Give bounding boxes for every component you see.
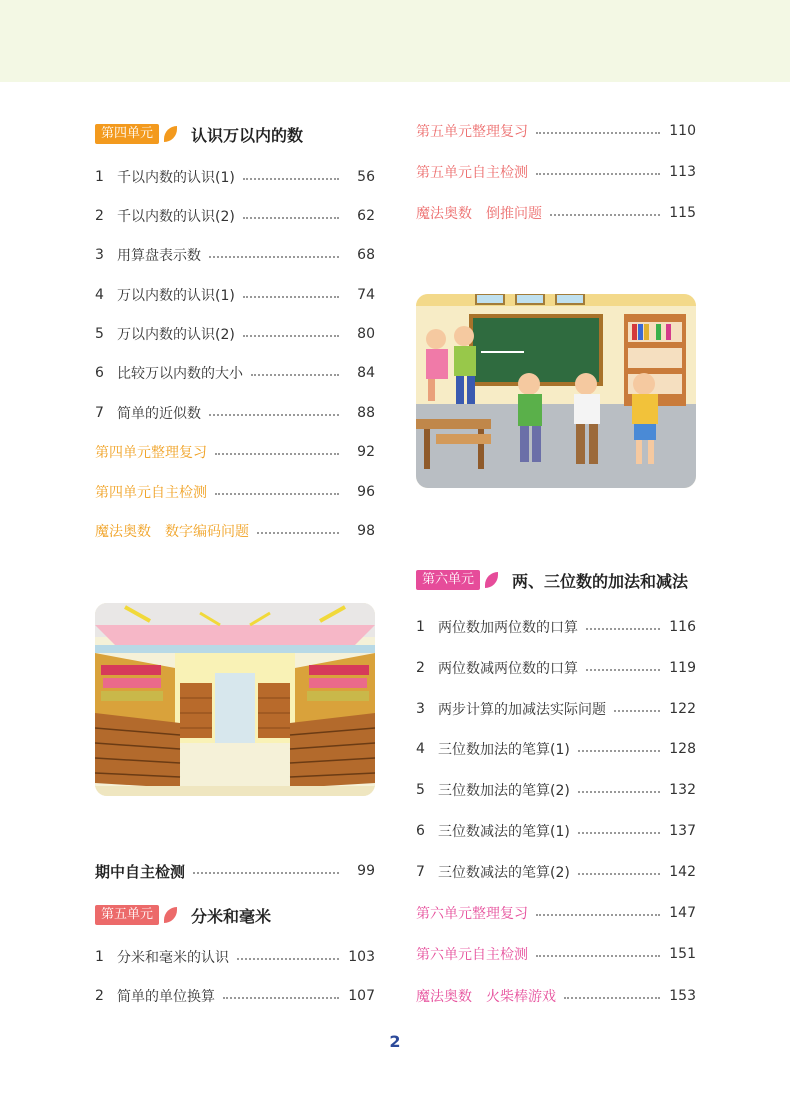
item-title: 三位数减法的笔算(2) bbox=[438, 865, 570, 881]
item-page: 137 bbox=[669, 823, 696, 839]
toc-row[interactable] bbox=[95, 363, 375, 383]
item-page: 68 bbox=[357, 247, 375, 263]
toc-left-column bbox=[95, 0, 375, 1099]
item-page: 96 bbox=[357, 484, 375, 500]
unit4-heading bbox=[95, 123, 303, 145]
item-title: 两位数减两位数的口算 bbox=[438, 661, 578, 677]
item-page: 142 bbox=[669, 864, 696, 880]
dot-leader bbox=[536, 132, 660, 134]
item-title: 第六单元自主检测 bbox=[416, 947, 528, 963]
item-title: 千以内数的认识(2) bbox=[117, 209, 235, 225]
unit6-title: 两、三位数的加法和减法 bbox=[512, 571, 689, 591]
dot-leader bbox=[251, 374, 339, 376]
item-number: 2 bbox=[95, 208, 104, 224]
dot-leader bbox=[614, 710, 660, 712]
item-page: 113 bbox=[669, 164, 696, 180]
item-title: 魔法奥数 倒推问题 bbox=[416, 206, 542, 222]
item-page: 80 bbox=[357, 326, 375, 342]
dot-leader bbox=[536, 914, 660, 916]
item-title: 三位数减法的笔算(1) bbox=[438, 824, 570, 840]
item-title: 魔法奥数 火柴棒游戏 bbox=[416, 989, 556, 1005]
toc-row-test[interactable] bbox=[416, 162, 696, 182]
dot-leader bbox=[243, 335, 339, 337]
item-page: 88 bbox=[357, 405, 375, 421]
toc-row-olympiad[interactable] bbox=[416, 203, 696, 223]
unit4-badge: 第四单元 bbox=[95, 124, 159, 144]
dot-leader bbox=[193, 872, 339, 874]
dot-leader bbox=[578, 832, 660, 834]
toc-row[interactable] bbox=[416, 739, 696, 759]
item-page: 98 bbox=[357, 523, 375, 539]
toc-row[interactable] bbox=[95, 285, 375, 305]
dot-leader bbox=[536, 955, 660, 957]
item-page: 119 bbox=[669, 660, 696, 676]
item-title: 期中自主检测 bbox=[95, 862, 186, 881]
item-page: 115 bbox=[669, 205, 696, 221]
toc-row-review[interactable] bbox=[95, 442, 375, 462]
item-page: 103 bbox=[348, 949, 375, 965]
item-title: 两位数加两位数的口算 bbox=[438, 620, 578, 636]
item-page: 56 bbox=[357, 169, 375, 185]
item-number: 3 bbox=[416, 701, 425, 717]
item-title: 万以内数的认识(2) bbox=[117, 327, 235, 343]
dot-leader bbox=[209, 414, 339, 416]
item-page: 62 bbox=[357, 208, 375, 224]
dot-leader bbox=[243, 296, 339, 298]
unit5-heading bbox=[95, 904, 271, 926]
item-title: 千以内数的认识(1) bbox=[117, 170, 235, 186]
item-number: 2 bbox=[416, 660, 425, 676]
dot-leader bbox=[578, 873, 660, 875]
item-title: 万以内数的认识(1) bbox=[117, 288, 235, 304]
item-page: 84 bbox=[357, 365, 375, 381]
dot-leader bbox=[243, 178, 339, 180]
item-page: 110 bbox=[669, 123, 696, 139]
dot-leader bbox=[578, 791, 660, 793]
dot-leader bbox=[223, 997, 339, 999]
unit5-title: 分米和毫米 bbox=[191, 906, 272, 926]
dot-leader bbox=[578, 750, 660, 752]
toc-row[interactable] bbox=[416, 862, 696, 882]
toc-right-column bbox=[416, 0, 696, 1099]
item-number: 1 bbox=[416, 619, 425, 635]
leaf-icon bbox=[164, 907, 177, 923]
item-number: 7 bbox=[416, 864, 425, 880]
item-number: 6 bbox=[95, 365, 104, 381]
item-title: 第四单元整理复习 bbox=[95, 445, 207, 461]
dot-leader bbox=[586, 669, 660, 671]
item-number: 6 bbox=[416, 823, 425, 839]
item-title: 第六单元整理复习 bbox=[416, 906, 528, 922]
unit6-badge: 第六单元 bbox=[416, 570, 480, 590]
item-page: 153 bbox=[669, 988, 696, 1004]
item-title: 三位数加法的笔算(2) bbox=[438, 783, 570, 799]
toc-row[interactable] bbox=[95, 167, 375, 187]
toc-row-review[interactable] bbox=[416, 121, 696, 141]
toc-row-test[interactable] bbox=[95, 482, 375, 502]
item-page: 128 bbox=[669, 741, 696, 757]
dot-leader bbox=[209, 256, 339, 258]
item-title: 第五单元自主检测 bbox=[416, 165, 528, 181]
toc-row[interactable] bbox=[95, 206, 375, 226]
toc-row[interactable] bbox=[95, 986, 375, 1006]
item-number: 1 bbox=[95, 949, 104, 965]
leaf-icon bbox=[485, 572, 498, 588]
item-page: 74 bbox=[357, 287, 375, 303]
page-number: 2 bbox=[389, 1032, 401, 1051]
dot-leader bbox=[215, 493, 339, 495]
toc-row[interactable] bbox=[416, 780, 696, 800]
item-number: 5 bbox=[95, 326, 104, 342]
dot-leader bbox=[586, 628, 660, 630]
dot-leader bbox=[536, 173, 660, 175]
item-page: 122 bbox=[669, 701, 696, 717]
toc-row[interactable] bbox=[95, 245, 375, 265]
item-title: 简单的近似数 bbox=[117, 406, 201, 422]
dot-leader bbox=[257, 532, 339, 534]
toc-row-olympiad[interactable] bbox=[95, 521, 375, 541]
unit4-title: 认识万以内的数 bbox=[191, 125, 304, 145]
item-page: 99 bbox=[357, 863, 375, 879]
item-title: 用算盘表示数 bbox=[117, 248, 201, 264]
item-number: 7 bbox=[95, 405, 104, 421]
toc-row-test[interactable] bbox=[416, 944, 696, 964]
toc-row[interactable] bbox=[95, 947, 375, 967]
dot-leader bbox=[215, 453, 339, 455]
dot-leader bbox=[243, 217, 339, 219]
item-title: 第五单元整理复习 bbox=[416, 124, 528, 140]
item-page: 116 bbox=[669, 619, 696, 635]
toc-row[interactable] bbox=[416, 699, 696, 719]
toc-row[interactable] bbox=[95, 324, 375, 344]
toc-row-olympiad[interactable] bbox=[416, 986, 696, 1006]
item-number: 4 bbox=[416, 741, 425, 757]
item-title: 第四单元自主检测 bbox=[95, 485, 207, 501]
item-number: 4 bbox=[95, 287, 104, 303]
item-title: 魔法奥数 数字编码问题 bbox=[95, 524, 249, 540]
item-title: 三位数加法的笔算(1) bbox=[438, 742, 570, 758]
item-title: 简单的单位换算 bbox=[117, 989, 215, 1005]
item-page: 151 bbox=[669, 946, 696, 962]
toc-row-review[interactable] bbox=[416, 903, 696, 923]
toc-row[interactable] bbox=[416, 658, 696, 678]
item-title: 两步计算的加减法实际问题 bbox=[438, 702, 606, 718]
item-number: 3 bbox=[95, 247, 104, 263]
item-number: 2 bbox=[95, 988, 104, 1004]
dot-leader bbox=[564, 997, 660, 999]
toc-row[interactable] bbox=[416, 617, 696, 637]
library-illustration bbox=[95, 603, 375, 796]
toc-row[interactable] bbox=[95, 403, 375, 423]
classroom-illustration bbox=[416, 294, 696, 488]
item-title: 分米和毫米的认识 bbox=[117, 950, 229, 966]
item-title: 比较万以内数的大小 bbox=[117, 366, 243, 382]
item-page: 107 bbox=[348, 988, 375, 1004]
item-page: 92 bbox=[357, 444, 375, 460]
item-number: 5 bbox=[416, 782, 425, 798]
dot-leader bbox=[237, 958, 339, 960]
leaf-icon bbox=[164, 126, 177, 142]
dot-leader bbox=[550, 214, 660, 216]
item-page: 147 bbox=[669, 905, 696, 921]
unit5-badge: 第五单元 bbox=[95, 905, 159, 925]
toc-row-midterm[interactable] bbox=[95, 861, 375, 881]
unit6-heading bbox=[416, 569, 688, 591]
item-number: 1 bbox=[95, 169, 104, 185]
item-page: 132 bbox=[669, 782, 696, 798]
toc-row[interactable] bbox=[416, 821, 696, 841]
